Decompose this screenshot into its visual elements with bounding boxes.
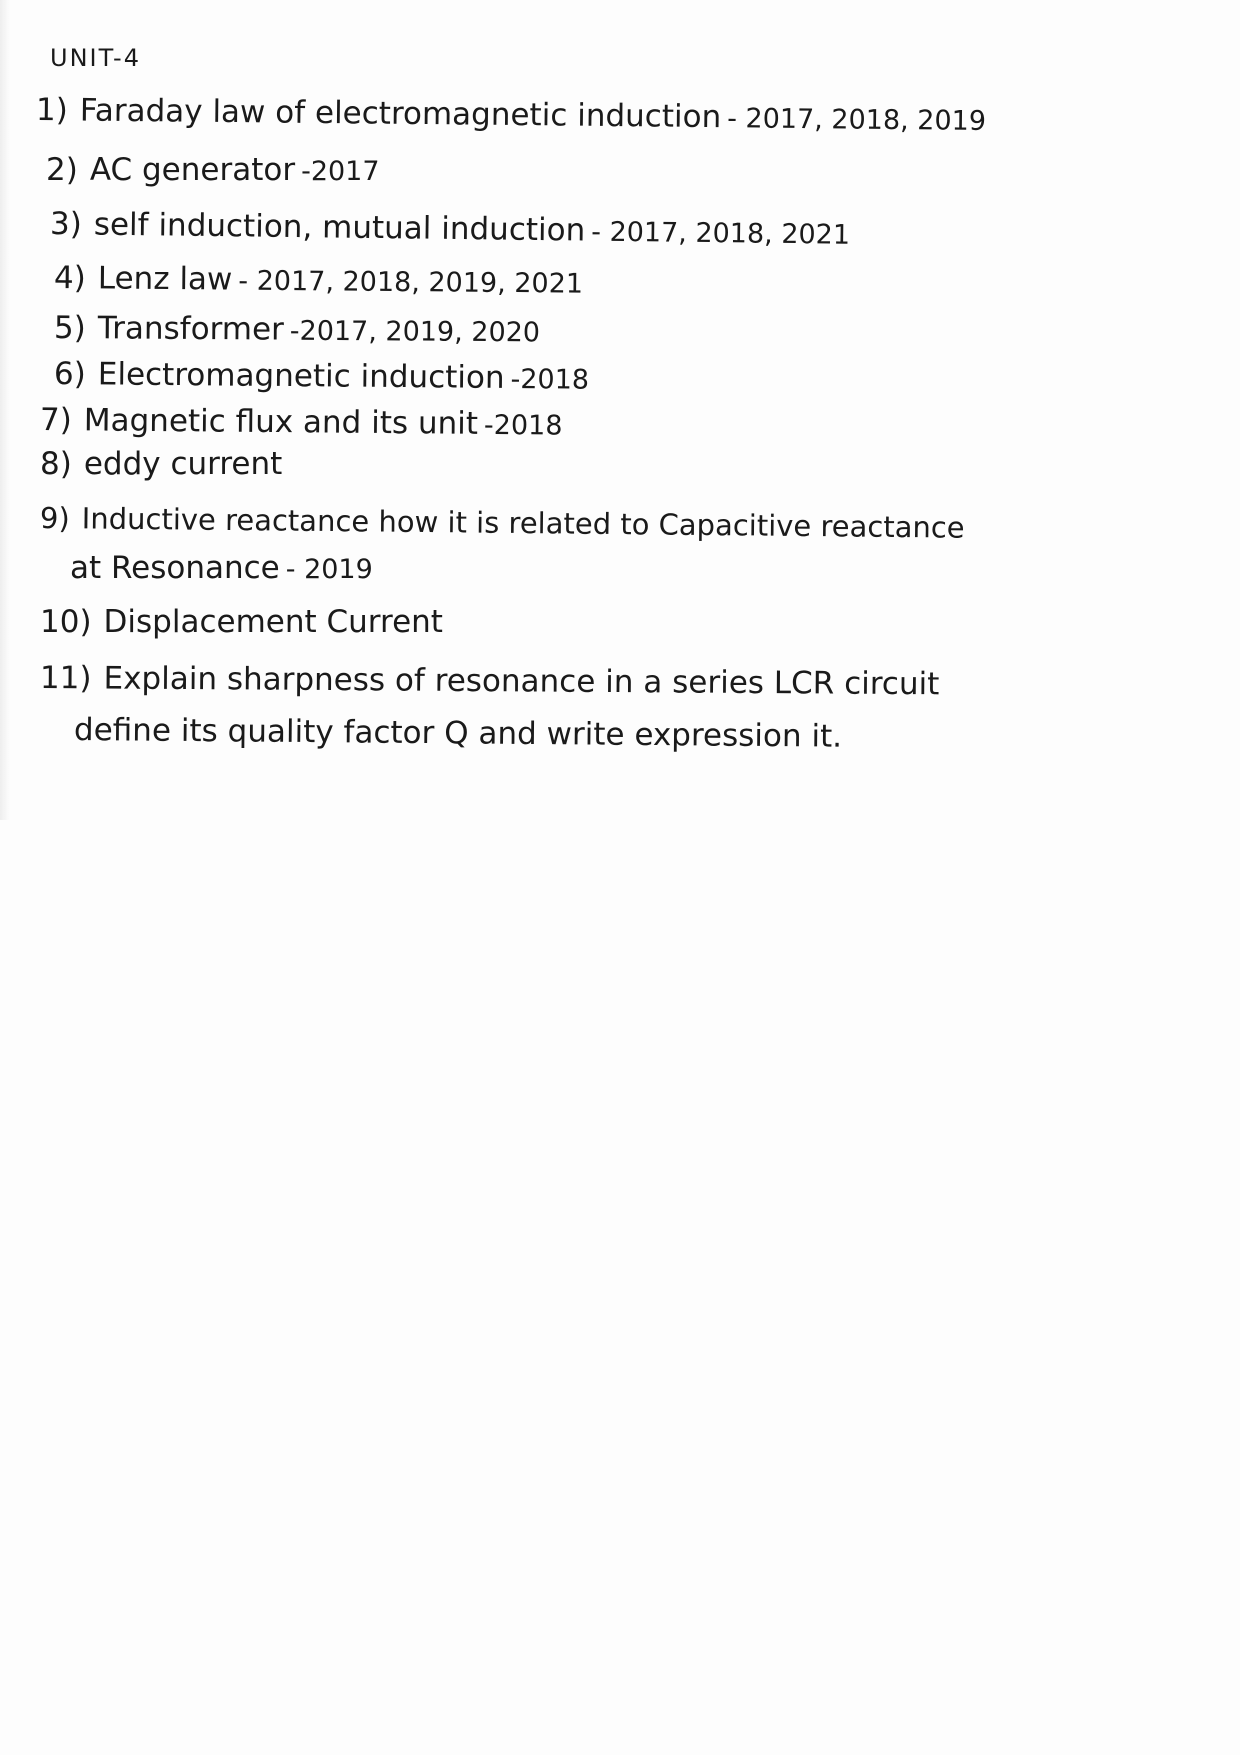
list-item: [54, 310, 540, 351]
item-text: Lenz law: [97, 260, 233, 298]
item-number: 8): [40, 446, 72, 482]
item-text-continuation: define its quality factor Q and write expression it.: [73, 712, 843, 755]
item-number: 11): [39, 660, 92, 697]
list-item: [40, 402, 563, 445]
list-item: [54, 356, 589, 399]
item-number: 6): [53, 356, 86, 393]
list-item-continuation: [70, 550, 373, 588]
item-number: 3): [49, 206, 83, 243]
list-item: [40, 446, 288, 484]
item-years: -2017, 2019, 2020: [289, 315, 541, 349]
item-years: - 2019: [285, 554, 373, 585]
list-item: [40, 500, 965, 546]
item-text: Explain sharpness of resonance in a series LCR circuit: [103, 660, 940, 703]
item-number: 2): [46, 152, 78, 188]
item-text: eddy current: [83, 446, 283, 482]
item-years: -2018: [483, 409, 563, 442]
item-years: - 2017, 2018, 2019, 2021: [238, 265, 584, 300]
item-number: 5): [53, 310, 86, 347]
list-item: [36, 92, 986, 140]
item-text: Inductive reactance how it is related to Capacitive reactance: [81, 501, 965, 545]
list-item: [46, 152, 380, 190]
item-text-continuation: at Resonance: [70, 550, 280, 586]
item-text: Faraday law of electromagnetic induction: [79, 92, 722, 136]
item-number: 4): [53, 260, 86, 297]
item-years: -2018: [510, 363, 590, 396]
unit-heading: UNIT-4: [50, 44, 141, 72]
item-number: 9): [39, 501, 70, 536]
item-text: Displacement Current: [103, 604, 443, 640]
item-years: - 2017, 2018, 2019: [727, 103, 987, 137]
list-item: [40, 604, 449, 642]
item-years: - 2017, 2018, 2021: [591, 216, 851, 251]
item-text: Electromagnetic induction: [97, 356, 505, 396]
list-item: [54, 260, 583, 303]
item-number: 7): [39, 402, 72, 439]
item-number: 10): [40, 604, 92, 640]
list-item: [40, 660, 946, 704]
item-number: 1): [35, 92, 69, 129]
item-years: -2017: [301, 156, 380, 187]
item-text: AC generator: [89, 152, 296, 188]
page-edge-shadow: [0, 0, 10, 820]
list-item: [50, 206, 850, 254]
item-text: Magnetic flux and its unit: [83, 402, 479, 442]
item-text: self induction, mutual induction: [93, 206, 586, 249]
item-text: Transformer: [97, 310, 284, 348]
list-item-continuation: [74, 712, 842, 755]
